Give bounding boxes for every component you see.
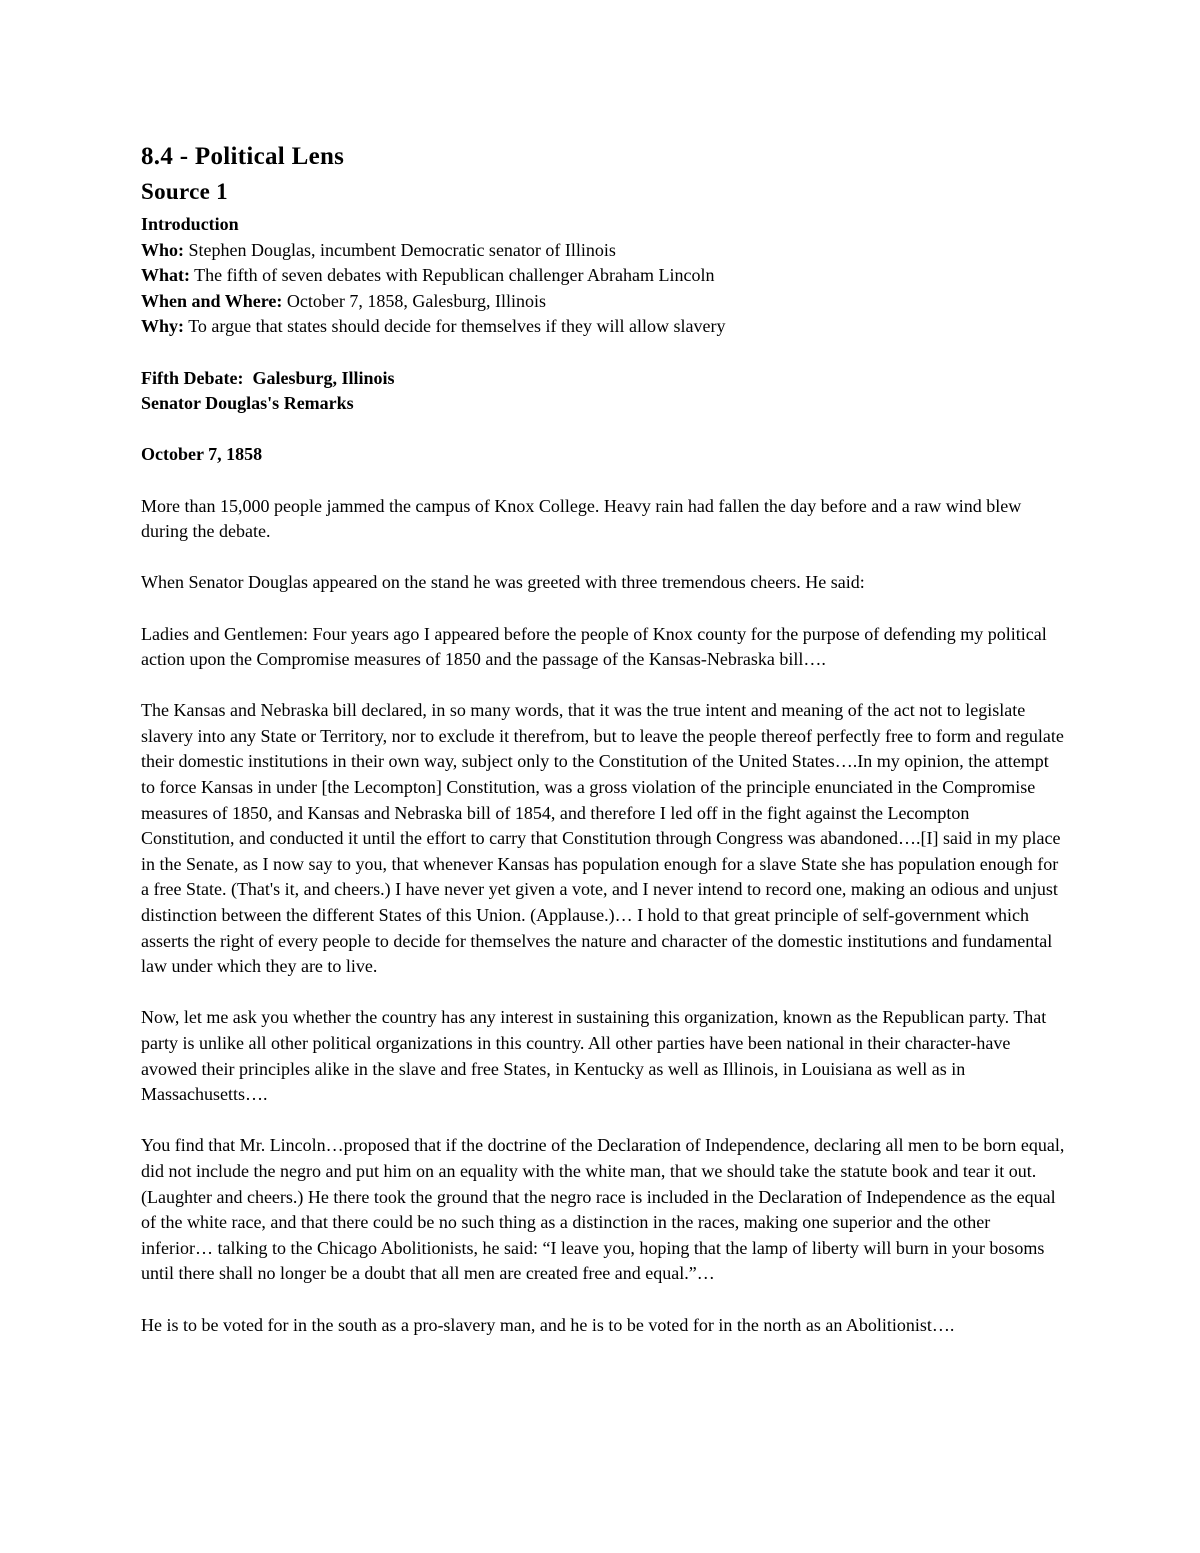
what-line [141,263,1066,289]
introduction-section [141,212,1066,340]
debate-subheading: Senator Douglas's Remarks [141,393,354,414]
paragraph: He is to be voted for in the south as a pro-slavery man, and he is to be voted for in the north as an Abolitionist…. [141,1314,955,1335]
spacer [141,468,1066,494]
paragraph: You find that Mr. Lincoln…proposed that if the doctrine of the Declaration of Independence, declaring all men to be born equal, did not include the negro and put him on an equality with the white man, that we should take the statute book and tear it out. (Laughter and cheers.) He there took the ground that the negro race is included in the Declaration of Independence as the equal of the white race, and that there could be no such thing as a distinction in the races, making one superior and the other inferior… talking to the Chicago Abolitionists, he said: “I leave you, hoping that the lamp of liberty will burn in your bosoms until there shall no longer be a doubt that all men are created free and equal.”… [141,1135,1065,1284]
when-where-label: When and Where: [141,290,283,311]
debate-date: October 7, 1858 [141,444,263,465]
why-label: Why: [141,316,185,337]
paragraph: When Senator Douglas appeared on the stand he was greeted with three tremendous cheers. He said: [141,572,865,593]
when-where-text: October 7, 1858, Galesburg, Illinois [282,290,546,311]
who-label: Who: [141,239,185,260]
document-title: 8.4 - Political Lens [141,143,345,170]
who-text: Stephen Douglas, incumbent Democratic senator of Illinois [184,239,616,260]
spacer [141,340,1066,366]
body-text [141,494,1066,1339]
spacer [141,417,1066,443]
why-line [141,314,1066,340]
what-label: What: [141,265,190,286]
paragraph: Now, let me ask you whether the country has any interest in sustaining this organization, known as the Republican party. That party is unlike all other political organizations in this country. All other parties have been national in their character-have avowed their principles alike in the slave and free States, in Kentucky as well as Illinois, in Louisiana as well as in Massachusetts…. [141,1007,1047,1105]
what-text: The fifth of seven debates with Republican challenger Abraham Lincoln [190,265,715,286]
paragraph: Ladies and Gentlemen: Four years ago I appeared before the people of Knox county for the purpose of defending my political action upon the Compromise measures of 1850 and the passage of the Kansas-Nebraska bill…. [141,623,1047,670]
paragraph: More than 15,000 people jammed the campus of Knox College. Heavy rain had fallen the day before and a raw wind blew during the debate. [141,495,1022,542]
introduction-heading: Introduction [141,214,239,234]
document-page [141,140,1066,1338]
who-line [141,238,1066,264]
debate-heading: Fifth Debate: Galesburg, Illinois [141,367,395,388]
source-heading: Source 1 [141,179,228,204]
paragraph: The Kansas and Nebraska bill declared, in so many words, that it was the true intent and meaning of the act not to legislate slavery into any State or Territory, nor to exclude it therefrom, but to leave the people thereof perfectly free to form and regulate their domestic institutions in their own way, subject only to the Constitution of the United States….In my opinion, the attempt to force Kansas in under [the Lecompton] Constitution, was a gross violation of the principle enunciated in the Compromise measures of 1850, and Kansas and Nebraska bill of 1854, and therefore I led off in the fight against the Lecompton Constitution, and conducted it until the effort to carry that Constitution through Congress was abandoned….[I] said in my place in the Senate, as I now say to you, that whenever Kansas has population enough for a slave State she has population enough for a free State. (That's it, and cheers.) I have never yet given a vote, and I never intend to record one, making an odious and unjust distinction between the different States of this Union. (Applause.)… I hold to that great principle of self-government which asserts the right of every people to decide for themselves the nature and character of the domestic institutions and fundamental law under which they are to live. [141,700,1064,977]
when-where-line [141,289,1066,315]
why-text: To argue that states should decide for themselves if they will allow slavery [184,316,726,337]
